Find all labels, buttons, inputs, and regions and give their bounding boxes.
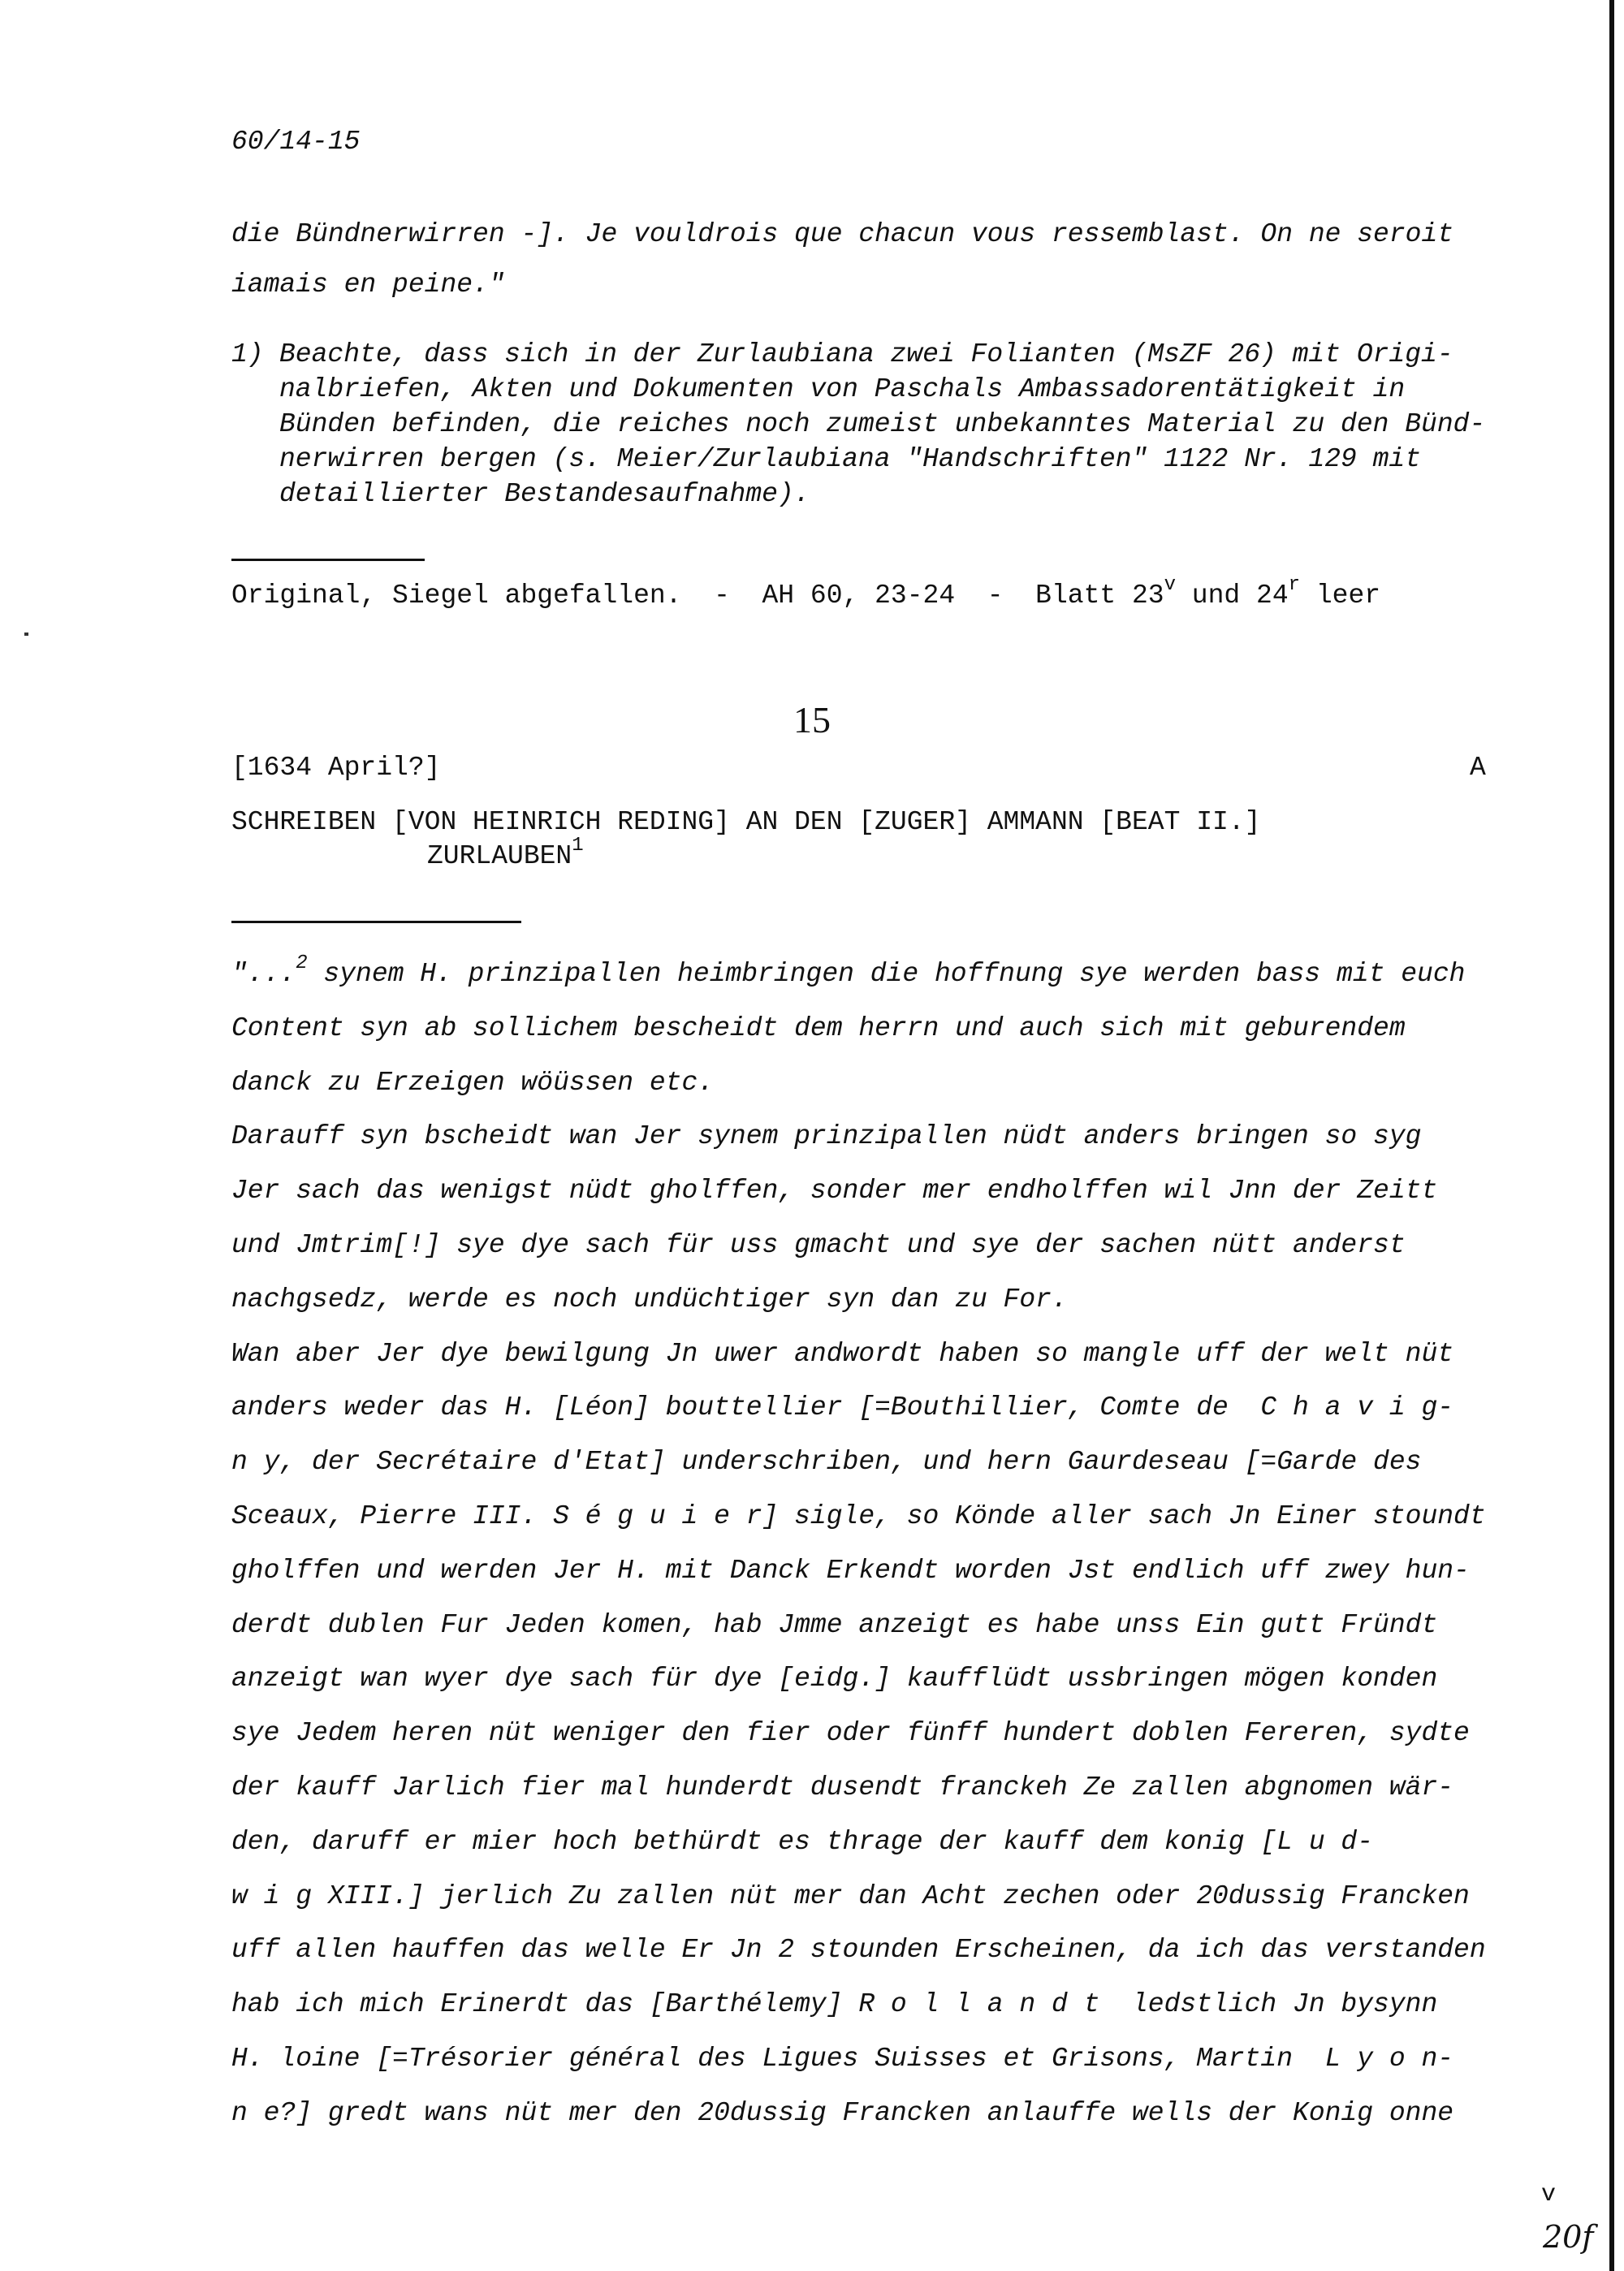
document-number: 15: [793, 699, 831, 740]
body-line: Jer sach das wenigst nüdt gholffen, sonder mer endholffen wil Jnn der Zeitt: [231, 1176, 1438, 1206]
document-title-continued: [427, 835, 584, 871]
superscript: r: [1288, 574, 1301, 596]
body-line: gholffen und werden Jer H. mit Danck Erkendt worden Jst endlich uff zwey hun-: [231, 1556, 1470, 1586]
body-line: Sceaux, Pierre III. S é g u i e r] sigle, so Könde aller sach Jn Einer stoundt: [231, 1501, 1486, 1531]
body-line: und Jmtrim[!] sye dye sach für uss gmacht und sye der sachen nütt anderst: [231, 1230, 1406, 1260]
source-note-text: leer: [1300, 581, 1381, 611]
footnote-ref: 2: [296, 952, 308, 974]
body-text: synem H. prinzipallen heimbringen die hoffnung sye werden bass mit euch: [307, 959, 1466, 989]
folio-mark-number: 20f: [1543, 2219, 1594, 2255]
page-reference: 60/14-15: [231, 127, 361, 157]
footnote-line: nerwirren bergen (s. Meier/Zurlaubiana "Handschriften" 1122 Nr. 129 mit: [279, 444, 1422, 474]
body-line: uff allen hauffen das welle Er Jn 2 stounden Erscheinen, da ich das verstanden: [231, 1935, 1486, 1965]
body-line: [231, 952, 1466, 989]
body-line: n e?] gredt wans nüt mer den 20dussig Francken anlauffe wells der Konig onne: [231, 2098, 1454, 2128]
continuation-line: die Bündnerwirren -]. Je vouldrois que chacun vous ressemblast. On ne seroit: [231, 219, 1454, 249]
body-line: Content syn ab sollichem bescheidt dem herrn und auch sich mit geburendem: [231, 1013, 1406, 1043]
document-title: SCHREIBEN [VON HEINRICH REDING] AN DEN [ZUGER] AMMANN [BEAT II.]: [231, 807, 1261, 837]
body-line: Wan aber Jer dye bewilgung Jn uwer andwordt haben so mangle uff der welt nüt: [231, 1339, 1454, 1369]
scan-speck: [24, 633, 28, 636]
body-line: derdt dublen Fur Jeden komen, hab Jmme anzeigt es habe unss Ein gutt Fründt: [231, 1610, 1438, 1640]
body-line: den, daruff er mier hoch bethürdt es thrage der kauff dem konig [L u d-: [231, 1827, 1374, 1857]
body-line: anders weder das H. [Léon] bouttellier [=Bouthillier, Comte de C h a v i g-: [231, 1392, 1454, 1423]
footnote-line: nalbriefen, Akten und Dokumenten von Paschals Ambassadorentätigkeit in: [279, 374, 1406, 404]
footnote-marker: 1): [231, 339, 264, 369]
body-line: Darauff syn bscheidt wan Jer synem prinzipallen nüdt anders bringen so syg: [231, 1121, 1422, 1151]
body-line: nachgsedz, werde es noch undüchtiger syn dan zu For.: [231, 1284, 1068, 1315]
footnote-line: Bünden befinden, die reiches noch zumeist unbekanntes Material zu den Bünd-: [279, 409, 1486, 439]
body-text: "...: [231, 959, 296, 989]
scan-border: [1609, 0, 1614, 2271]
body-line: danck zu Erzeigen wöüssen etc.: [231, 1068, 715, 1098]
document-date: [1634 April?]: [231, 753, 441, 783]
separator-rule: [231, 559, 425, 561]
source-note-text: Original, Siegel abgefallen. - AH 60, 23-24 - Blatt 23: [231, 581, 1164, 611]
body-line: H. loine [=Trésorier général des Ligues Suisses et Grisons, Martin L y o n-: [231, 2044, 1454, 2074]
footnote-line: detaillierter Bestandesaufnahme).: [279, 479, 810, 509]
body-line: anzeigt wan wyer dye sach für dye [eidg.] kaufflüdt ussbringen mögen konden: [231, 1664, 1438, 1694]
body-line: n y, der Secrétaire d'Etat] underschriben, und hern Gaurdeseau [=Garde des: [231, 1447, 1422, 1477]
footnote-ref: 1: [572, 835, 584, 857]
document-title-text: ZURLAUBEN: [427, 841, 572, 871]
document-type-letter: A: [1470, 753, 1486, 783]
footnote-line: Beachte, dass sich in der Zurlaubiana zwei Folianten (MsZF 26) mit Origi-: [279, 339, 1453, 369]
source-note-text: und 24: [1176, 581, 1289, 611]
body-line: hab ich mich Erinerdt das [Barthélemy] R o l l a n d t ledstlich Jn bysynn: [231, 1989, 1438, 2019]
body-line: der kauff Jarlich fier mal hunderdt dusendt franckeh Ze zallen abgnomen wär-: [231, 1772, 1454, 1803]
continuation-line: iamais en peine.": [231, 270, 505, 300]
body-line: sye Jedem heren nüt weniger den fier oder fünff hundert doblen Fereren, sydte: [231, 1718, 1470, 1748]
folio-mark-top: v: [1541, 2181, 1557, 2208]
separator-rule: [231, 921, 521, 923]
source-note: [231, 574, 1381, 611]
body-line: w i g XIII.] jerlich Zu zallen nüt mer dan Acht zechen oder 20dussig Francken: [231, 1881, 1470, 1911]
superscript: v: [1164, 574, 1176, 596]
